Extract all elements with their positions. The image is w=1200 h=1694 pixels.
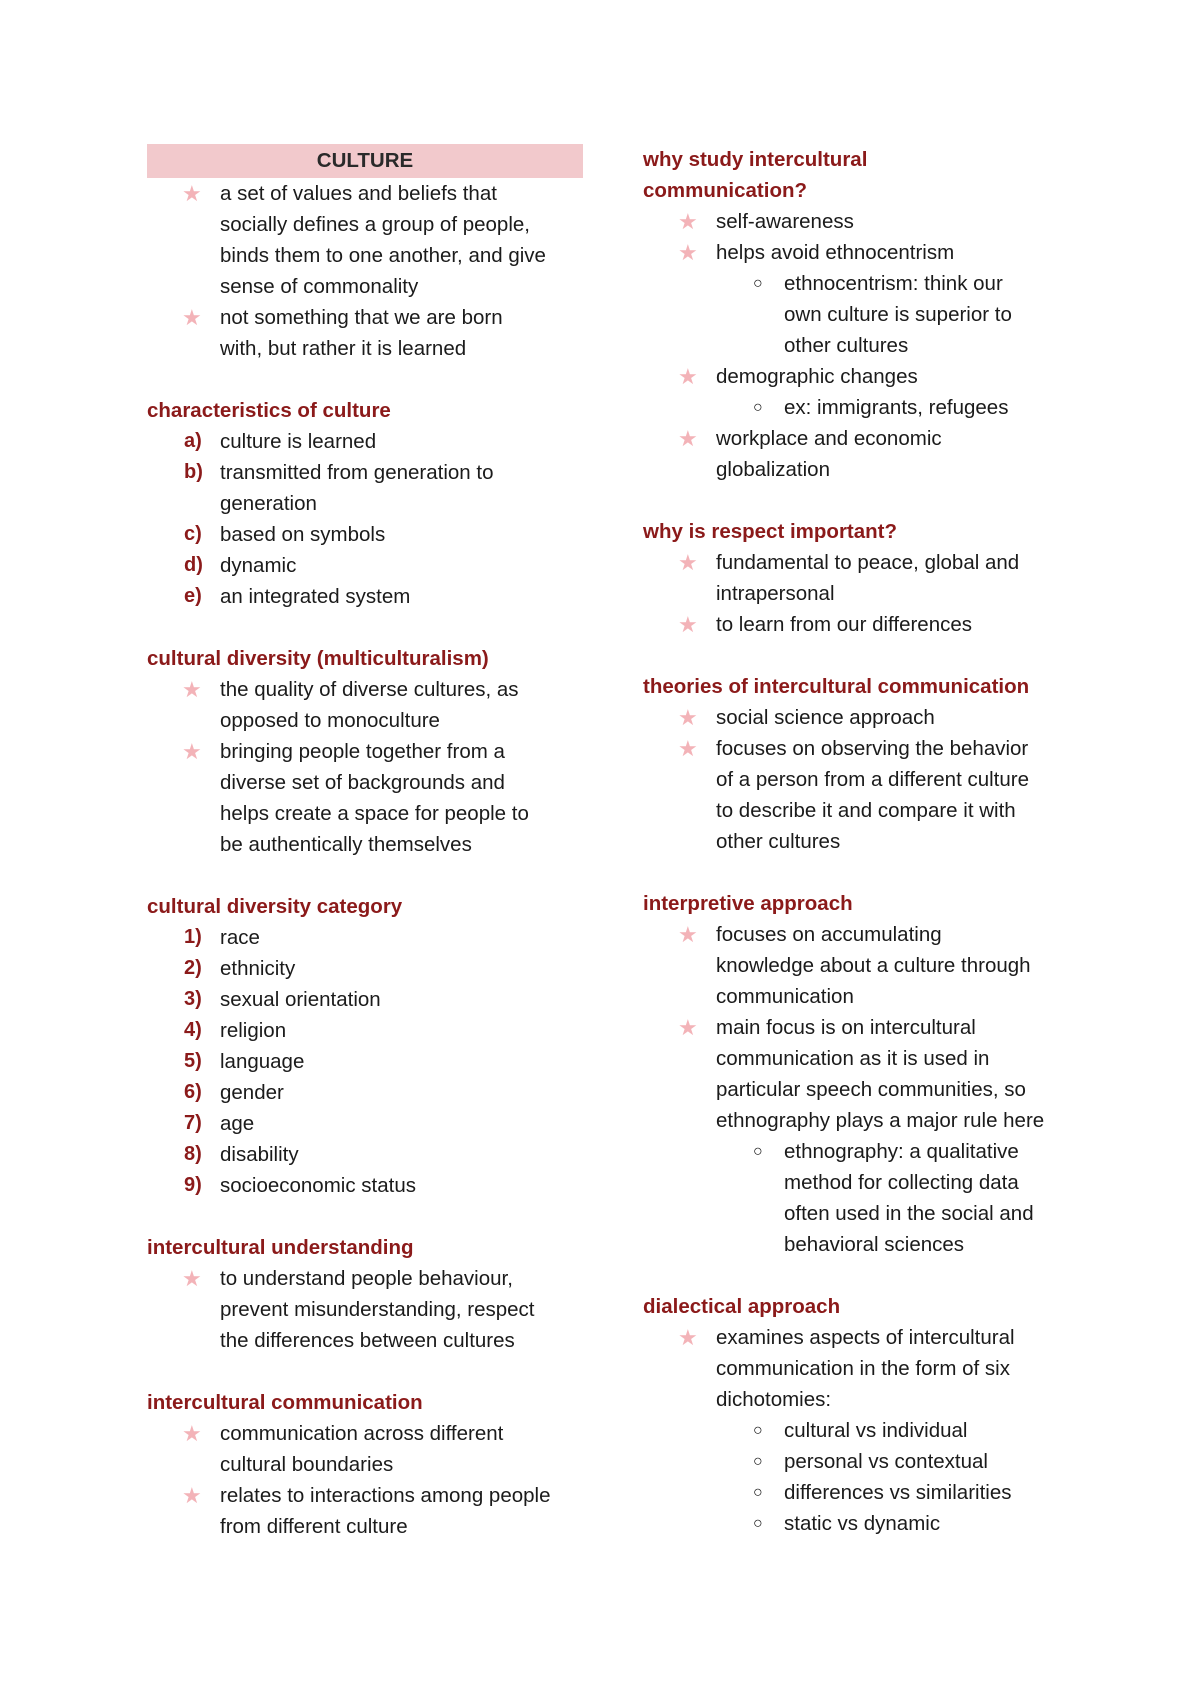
bullet-item: [643, 919, 1083, 950]
spacer: [147, 1201, 583, 1232]
list-text: binds them to one another, and give: [220, 244, 546, 267]
list-continuation: [643, 1043, 1083, 1074]
bullet-item: [643, 547, 1083, 578]
sub-list-continuation: [643, 1229, 1083, 1260]
list-text: with, but rather it is learned: [220, 337, 467, 360]
list-continuation: [147, 1294, 583, 1325]
list-text: communication: [716, 985, 854, 1008]
bullet-item: [643, 237, 1083, 268]
list-text: other cultures: [784, 334, 909, 357]
bullet-item: [643, 733, 1083, 764]
list-text: cultural boundaries: [220, 1453, 394, 1476]
list-text: ex: immigrants, refugees: [784, 396, 1009, 419]
list-text: own culture is superior to: [784, 303, 1012, 326]
list-text: bringing people together from a: [220, 740, 505, 763]
bullet-item: [147, 736, 583, 767]
circle-outline-icon: ○: [753, 1484, 763, 1501]
list-continuation: [643, 454, 1083, 485]
list-text: sense of commonality: [220, 275, 419, 298]
list-text: of a person from a different culture: [716, 768, 1029, 791]
sub-bullet-item: [643, 268, 1083, 299]
spacer: [147, 1356, 583, 1387]
numbered-item: [147, 581, 583, 612]
numbered-item: [147, 922, 583, 953]
star-icon: ★: [678, 1015, 698, 1040]
spacer: [147, 364, 583, 395]
section-heading: interpretive approach: [643, 892, 853, 915]
star-icon: ★: [678, 426, 698, 451]
list-continuation: [147, 767, 583, 798]
numbered-item: [147, 1015, 583, 1046]
star-icon: ★: [182, 739, 202, 764]
star-icon: ★: [678, 364, 698, 389]
bullet-item: [147, 178, 583, 209]
list-text: generation: [220, 492, 317, 515]
list-marker: 4): [184, 1019, 202, 1041]
list-text: dynamic: [220, 554, 297, 577]
bullet-item: [643, 609, 1083, 640]
section-heading: communication?: [643, 179, 808, 202]
list-text: the differences between cultures: [220, 1329, 515, 1352]
bullet-item: [643, 361, 1083, 392]
spacer: [643, 857, 1083, 888]
section-heading: dialectical approach: [643, 1295, 841, 1318]
star-icon: ★: [182, 1421, 202, 1446]
sub-bullet-item: [643, 1136, 1083, 1167]
star-icon: ★: [678, 922, 698, 947]
sub-list-continuation: [643, 1167, 1083, 1198]
sub-bullet-item: [643, 1477, 1083, 1508]
list-text: language: [220, 1050, 305, 1073]
numbered-item: [147, 953, 583, 984]
list-continuation: [147, 1325, 583, 1356]
bullet-item: [643, 702, 1083, 733]
circle-outline-icon: ○: [753, 275, 763, 292]
list-continuation: [147, 1449, 583, 1480]
list-marker: 1): [184, 926, 202, 948]
numbered-item: [147, 550, 583, 581]
list-text: ethnicity: [220, 957, 296, 980]
list-text: focuses on accumulating: [716, 923, 942, 946]
star-icon: ★: [182, 181, 202, 206]
list-text: demographic changes: [716, 365, 918, 388]
list-text: socially defines a group of people,: [220, 213, 530, 236]
bullet-item: [643, 423, 1083, 454]
list-text: dichotomies:: [716, 1388, 832, 1411]
circle-outline-icon: ○: [753, 399, 763, 416]
list-text: particular speech communities, so: [716, 1078, 1026, 1101]
list-text: be authentically themselves: [220, 833, 472, 856]
circle-outline-icon: ○: [753, 1422, 763, 1439]
list-text: often used in the social and: [784, 1202, 1034, 1225]
section-heading: intercultural understanding: [147, 1236, 414, 1259]
star-icon: ★: [182, 305, 202, 330]
list-continuation: [643, 1074, 1083, 1105]
numbered-item: [147, 1139, 583, 1170]
circle-outline-icon: ○: [753, 1515, 763, 1532]
list-continuation: [147, 488, 583, 519]
list-continuation: [147, 333, 583, 364]
list-text: knowledge about a culture through: [716, 954, 1031, 977]
list-marker: c): [184, 523, 202, 545]
list-marker: 2): [184, 957, 202, 979]
list-marker: 5): [184, 1050, 202, 1072]
list-text: the quality of diverse cultures, as: [220, 678, 519, 701]
spacer: [147, 612, 583, 643]
list-text: social science approach: [716, 706, 935, 729]
bullet-item: [643, 1322, 1083, 1353]
star-icon: ★: [678, 209, 698, 234]
list-continuation: [643, 1384, 1083, 1415]
list-text: main focus is on intercultural: [716, 1016, 976, 1039]
sub-list-continuation: [643, 330, 1083, 361]
sub-list-continuation: [643, 299, 1083, 330]
bullet-item: [147, 302, 583, 333]
list-text: sexual orientation: [220, 988, 381, 1011]
list-text: communication as it is used in: [716, 1047, 990, 1070]
sub-bullet-item: [643, 1508, 1083, 1539]
numbered-item: [147, 457, 583, 488]
list-continuation: [147, 829, 583, 860]
list-continuation: [643, 826, 1083, 857]
spacer: [643, 1260, 1083, 1291]
list-text: ethnography plays a major rule here: [716, 1109, 1045, 1132]
list-text: a set of values and beliefs that: [220, 182, 497, 205]
bullet-item: [147, 1480, 583, 1511]
star-icon: ★: [678, 705, 698, 730]
list-text: communication across different: [220, 1422, 504, 1445]
star-icon: ★: [678, 240, 698, 265]
list-marker: 7): [184, 1112, 202, 1134]
list-text: focuses on observing the behavior: [716, 737, 1029, 760]
list-text: transmitted from generation to: [220, 461, 494, 484]
list-continuation: [147, 271, 583, 302]
right-column: [643, 144, 1083, 1539]
section-heading: why study intercultural: [643, 148, 868, 171]
list-text: helps avoid ethnocentrism: [716, 241, 955, 264]
numbered-item: [147, 984, 583, 1015]
star-icon: ★: [678, 736, 698, 761]
circle-outline-icon: ○: [753, 1453, 763, 1470]
list-continuation: [147, 705, 583, 736]
list-text: method for collecting data: [784, 1171, 1019, 1194]
numbered-item: [147, 1077, 583, 1108]
sub-bullet-item: [643, 1446, 1083, 1477]
sub-list-continuation: [643, 1198, 1083, 1229]
list-marker: d): [184, 554, 203, 576]
bullet-item: [643, 1012, 1083, 1043]
list-continuation: [643, 764, 1083, 795]
list-text: globalization: [716, 458, 830, 481]
list-text: ethnography: a qualitative: [784, 1140, 1019, 1163]
list-text: disability: [220, 1143, 299, 1166]
list-text: to learn from our differences: [716, 613, 972, 636]
left-column: [147, 144, 583, 1542]
list-text: age: [220, 1112, 255, 1135]
list-continuation: [643, 950, 1083, 981]
list-text: communication in the form of six: [716, 1357, 1010, 1380]
list-text: workplace and economic: [716, 427, 942, 450]
list-continuation: [147, 1511, 583, 1542]
section-title: CULTURE: [147, 144, 583, 178]
star-icon: ★: [678, 1325, 698, 1350]
list-marker: e): [184, 585, 202, 607]
list-marker: a): [184, 430, 202, 452]
list-continuation: [643, 981, 1083, 1012]
list-text: race: [220, 926, 260, 949]
list-continuation: [147, 240, 583, 271]
numbered-item: [147, 426, 583, 457]
list-marker: b): [184, 461, 203, 483]
bullet-item: [147, 1263, 583, 1294]
numbered-item: [147, 1108, 583, 1139]
list-marker: 3): [184, 988, 202, 1010]
list-text: differences vs similarities: [784, 1481, 1012, 1504]
star-icon: ★: [182, 677, 202, 702]
bullet-item: [147, 674, 583, 705]
list-continuation: [643, 578, 1083, 609]
list-text: diverse set of backgrounds and: [220, 771, 505, 794]
star-icon: ★: [182, 1483, 202, 1508]
list-continuation: [643, 1105, 1083, 1136]
list-marker: 9): [184, 1174, 202, 1196]
list-text: intrapersonal: [716, 582, 835, 605]
list-text: an integrated system: [220, 585, 411, 608]
sub-bullet-item: [643, 392, 1083, 423]
list-text: based on symbols: [220, 523, 386, 546]
list-text: religion: [220, 1019, 287, 1042]
numbered-item: [147, 519, 583, 550]
list-text: self-awareness: [716, 210, 854, 233]
list-continuation: [147, 209, 583, 240]
section-heading: cultural diversity category: [147, 895, 403, 918]
list-continuation: [643, 1353, 1083, 1384]
star-icon: ★: [182, 1266, 202, 1291]
bullet-item: [643, 206, 1083, 237]
list-text: cultural vs individual: [784, 1419, 968, 1442]
list-text: relates to interactions among people: [220, 1484, 551, 1507]
section-heading: cultural diversity (multiculturalism): [147, 647, 489, 670]
list-text: to understand people behaviour,: [220, 1267, 513, 1290]
list-text: examines aspects of intercultural: [716, 1326, 1015, 1349]
star-icon: ★: [678, 612, 698, 637]
numbered-item: [147, 1046, 583, 1077]
list-text: helps create a space for people to: [220, 802, 529, 825]
list-text: from different culture: [220, 1515, 408, 1538]
list-text: to describe it and compare it with: [716, 799, 1016, 822]
list-text: behavioral sciences: [784, 1233, 965, 1256]
list-text: other cultures: [716, 830, 841, 853]
list-marker: 6): [184, 1081, 202, 1103]
list-text: opposed to monoculture: [220, 709, 440, 732]
spacer: [643, 485, 1083, 516]
star-icon: ★: [678, 550, 698, 575]
list-text: fundamental to peace, global and: [716, 551, 1020, 574]
list-text: culture is learned: [220, 430, 377, 453]
spacer: [643, 640, 1083, 671]
section-heading: why is respect important?: [643, 520, 898, 543]
section-heading: intercultural communication: [147, 1391, 423, 1414]
list-text: ethnocentrism: think our: [784, 272, 1003, 295]
list-continuation: [643, 795, 1083, 826]
list-text: socioeconomic status: [220, 1174, 416, 1197]
sub-bullet-item: [643, 1415, 1083, 1446]
section-heading: characteristics of culture: [147, 399, 391, 422]
numbered-item: [147, 1170, 583, 1201]
section-heading: theories of intercultural communication: [643, 675, 1030, 698]
list-text: prevent misunderstanding, respect: [220, 1298, 535, 1321]
bullet-item: [147, 1418, 583, 1449]
circle-outline-icon: ○: [753, 1143, 763, 1160]
list-continuation: [147, 798, 583, 829]
list-text: static vs dynamic: [784, 1512, 941, 1535]
list-text: personal vs contextual: [784, 1450, 988, 1473]
list-text: gender: [220, 1081, 284, 1104]
spacer: [147, 860, 583, 891]
list-marker: 8): [184, 1143, 202, 1165]
list-text: not something that we are born: [220, 306, 503, 329]
